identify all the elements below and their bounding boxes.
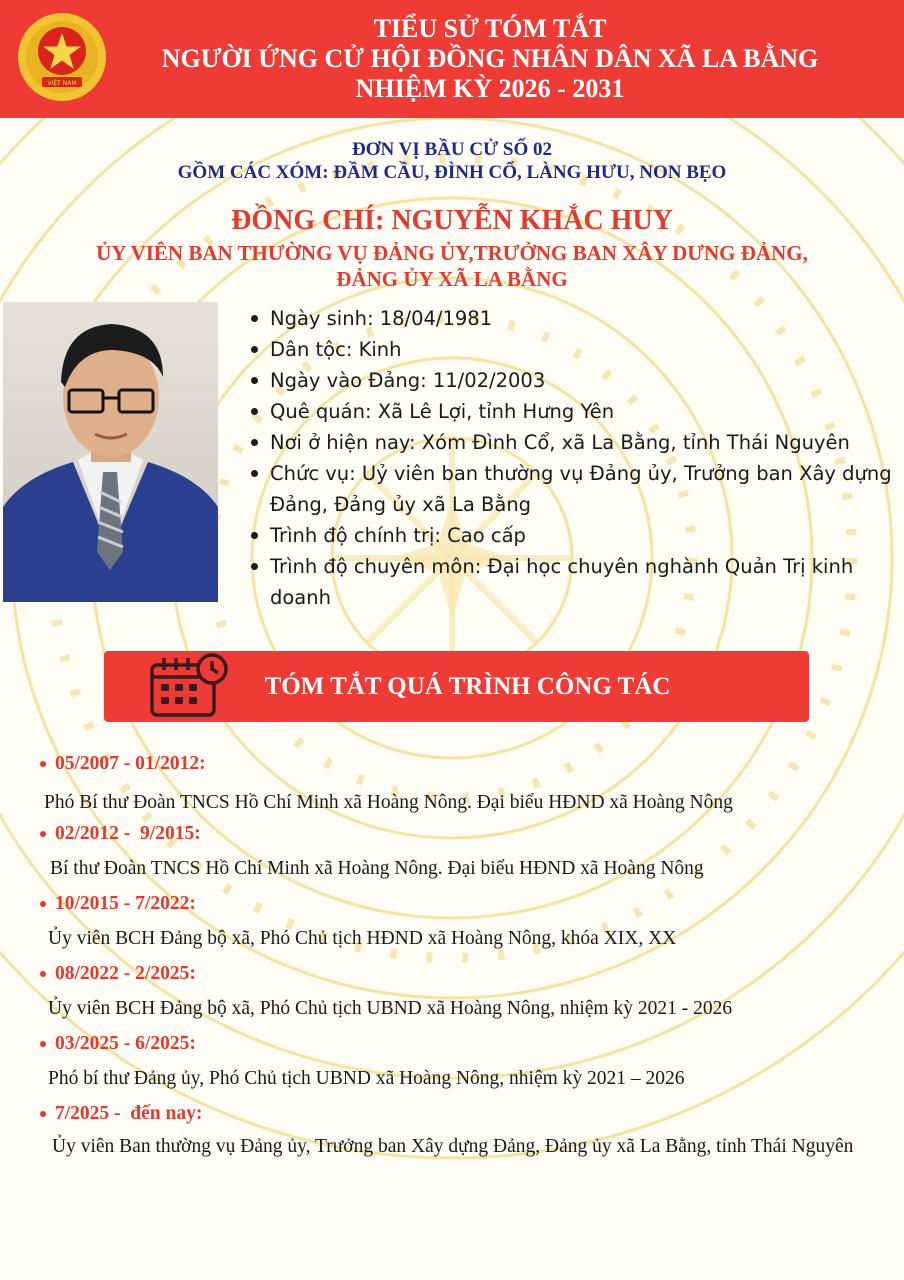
info-ethnicity: Dân tộc: Kinh [248,334,898,365]
info-residence: Nơi ở hiện nay: Xóm Đình Cổ, xã La Bằng, tỉnh Thái Nguyên [248,427,898,458]
svg-text:VIỆT NAM: VIỆT NAM [47,80,77,87]
electoral-unit-hamlets: GỒM CÁC XÓM: ĐẦM CẦU, ĐÌNH CỔ, LÀNG HƯU, NON BẸO [177,162,727,183]
timeline-desc: Ủy viên Ban thường vụ Đảng ủy, Trưởng ban Xây dựng Đảng, Đảng ủy xã La Bằng, tỉnh Thái Nguyên [52,1136,854,1157]
header-title [110,14,870,104]
electoral-unit [0,138,904,184]
timeline-period: 03/2025 - 6/2025: [0,1030,904,1058]
candidate-position [0,240,904,292]
timeline-desc: Ủy viên BCH Đảng bộ xã, Phó Chủ tịch UBND xã Hoàng Nông, nhiệm kỳ 2021 - 2026 [48,998,733,1019]
candidate-position-line1: ỦY VIÊN BAN THƯỜNG VỤ ĐẢNG ỦY,TRƯỞNG BAN XÂY DƯNG ĐẢNG, [96,241,808,265]
timeline-entry [0,750,904,820]
candidate-name: ĐỒNG CHÍ: NGUYỄN KHẮC HUY [231,205,673,236]
timeline-entry [0,1100,904,1164]
timeline-period: 05/2007 - 01/2012: [0,750,904,778]
header-title-line1: TIỂU SỬ TÓM TẮT [373,14,607,43]
info-job-title: Chức vụ: Uỷ viên ban thường vụ Đảng ủy, Trưởng ban Xây dựng Đảng, Đảng ủy xã La Bằng [248,458,898,520]
national-emblem-icon [16,11,108,103]
info-education: Trình độ chuyên môn: Đại học chuyên nghành Quản Trị kinh doanh [248,551,898,613]
timeline-desc: Ủy viên BCH Đảng bộ xã, Phó Chủ tịch HĐND xã Hoàng Nông, khóa XIX, XX [48,928,677,949]
timeline-period: 08/2022 - 2/2025: [0,960,904,988]
electoral-unit-number: ĐƠN VỊ BẦU CỬ SỐ 02 [351,139,553,160]
info-hometown: Quê quán: Xã Lê Lợi, tỉnh Hưng Yên [248,396,898,427]
info-political-level: Trình độ chính trị: Cao cấp [248,520,898,551]
work-history-banner [104,651,809,722]
timeline-period: 02/2012 - 9/2015: [0,820,904,848]
info-party-join-date: Ngày vào Đảng: 11/02/2003 [248,365,898,396]
work-history-timeline [0,750,904,1164]
personal-info-list [248,303,898,613]
timeline-entry [0,820,904,890]
header-banner [0,0,904,118]
work-history-title: TÓM TẮT QUÁ TRÌNH CÔNG TÁC [264,673,671,700]
candidate-position-line2: ĐẢNG ỦY XÃ LA BẰNG [336,267,568,291]
timeline-desc: Bí thư Đoàn TNCS Hồ Chí Minh xã Hoàng Nông. Đại biểu HĐND xã Hoàng Nông [50,858,704,879]
timeline-desc: Phó bí thư Đảng ủy, Phó Chủ tịch UBND xã Hoàng Nông, nhiệm kỳ 2021 – 2026 [48,1068,685,1089]
timeline-period: 7/2025 - đến nay: [0,1100,904,1128]
header-title-line3: NHIỆM KỲ 2026 - 2031 [355,74,625,103]
header-title-line2: NGƯỜI ỨNG CỬ HỘI ĐỒNG NHÂN DÂN XÃ LA BẰNG [161,44,819,73]
candidate-portrait [3,302,218,602]
info-birth-date: Ngày sinh: 18/04/1981 [248,303,898,334]
timeline-entry [0,960,904,1030]
timeline-period: 10/2015 - 7/2022: [0,890,904,918]
timeline-entry [0,1030,904,1100]
timeline-desc: Phó Bí thư Đoàn TNCS Hồ Chí Minh xã Hoàng Nông. Đại biểu HĐND xã Hoàng Nông [44,792,733,813]
timeline-entry [0,890,904,960]
